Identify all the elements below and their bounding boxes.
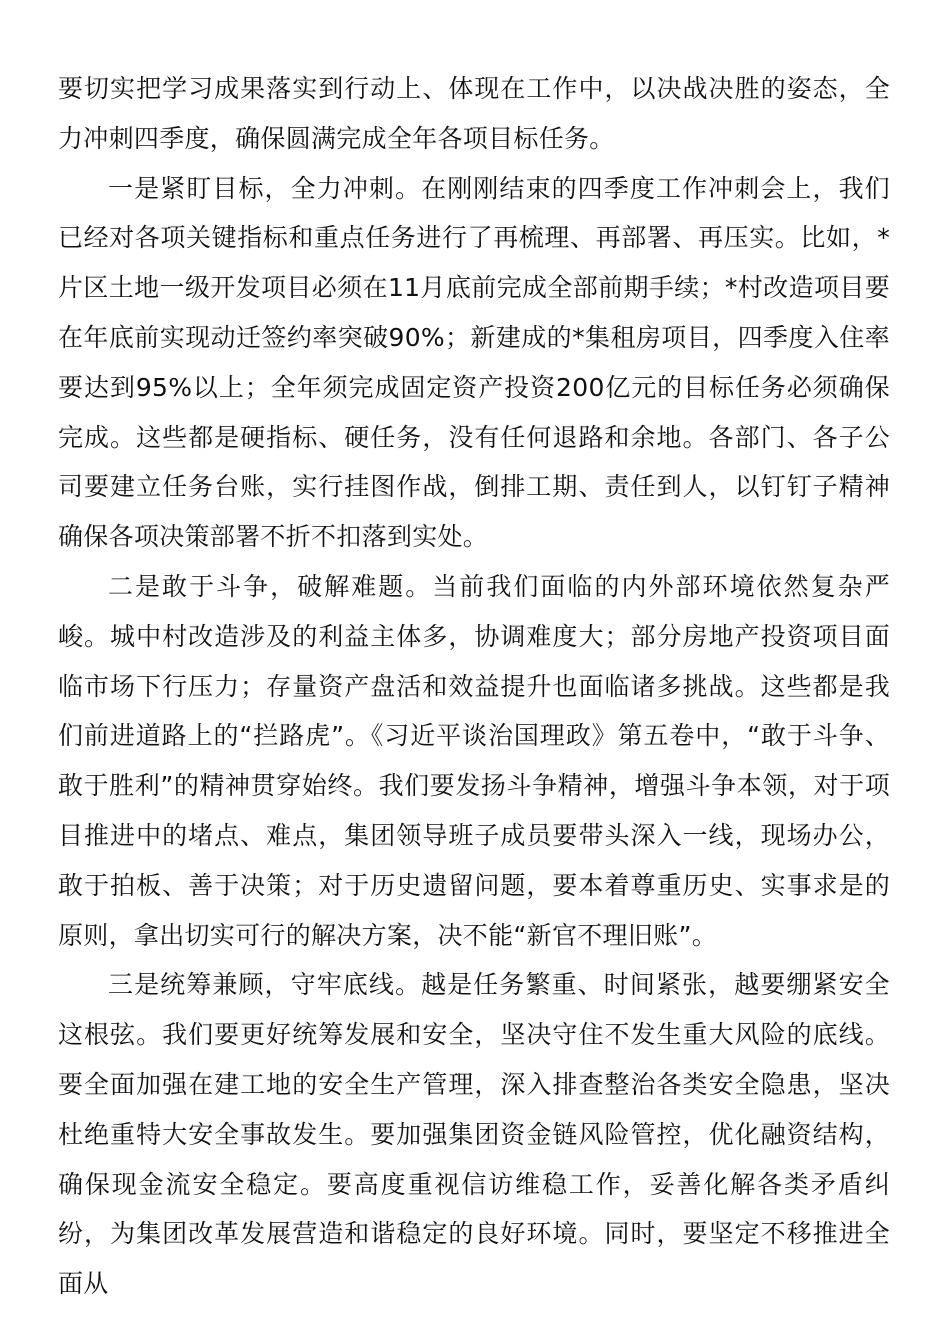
paragraph-point-three: 三是统筹兼顾，守牢底线。越是任务繁重、时间紧张，越要绷紧安全这根弦。我们要更好统筹发展和安全，坚决守住不发生重大风险的底线。要全面加强在建工地的安全生产管理，深入排查整治各类安全隐患，坚决杜绝重特大安全事故发生。要加强集团资金链风险管控，优化融资结构，确保现金流安全稳定。要高度重视信访维稳工作，妥善化解各类矛盾纠纷，为集团改革发展营造和谐稳定的良好环境。同时，要坚定不移推进全面从 [58,970,890,1299]
paragraph-point-one: 一是紧盯目标，全力冲刺。在刚刚结束的四季度工作冲刺会上，我们已经对各项关键指标和重点任务进行了再梳理、再部署、再压实。比如，*片区土地一级开发项目必须在11月底前完成全部前期手续；*村改造项目要在年底前实现动迁签约率突破90%；新建成的*集租房项目，四季度入住率要达到95%以上；全年须完成固定资产投资200亿元的目标任务必须确保完成。这些都是硬指标、硬任务，没有任何退路和余地。各部门、各子公司要建立任务台账，实行挂图作战，倒排工期、责任到人，以钉钉子精神确保各项决策部署不折不扣落到实处。 [58,173,890,552]
paragraph-continuation: 要切实把学习成果落实到行动上、体现在工作中，以决战决胜的姿态，全力冲刺四季度，确保圆满完成全年各项目标任务。 [58,74,890,153]
paragraph-point-two: 二是敢于斗争，破解难题。当前我们面临的内外部环境依然复杂严峻。城中村改造涉及的利益主体多，协调难度大；部分房地产投资项目面临市场下行压力；存量资产盘活和效益提升也面临诸多挑战。这些都是我们前进道路上的“拦路虎”。《习近平谈治国理政》第五卷中，“敢于斗争、敢于胜利”的精神贯穿始终。我们要发扬斗争精神，增强斗争本领，对于项目推进中的堵点、难点，集团领导班子成员要带头深入一线，现场办公，敢于拍板、善于决策；对于历史遗留问题，要本着尊重历史、实事求是的原则，拿出切实可行的解决方案，决不能“新官不理旧账”。 [58,571,890,950]
